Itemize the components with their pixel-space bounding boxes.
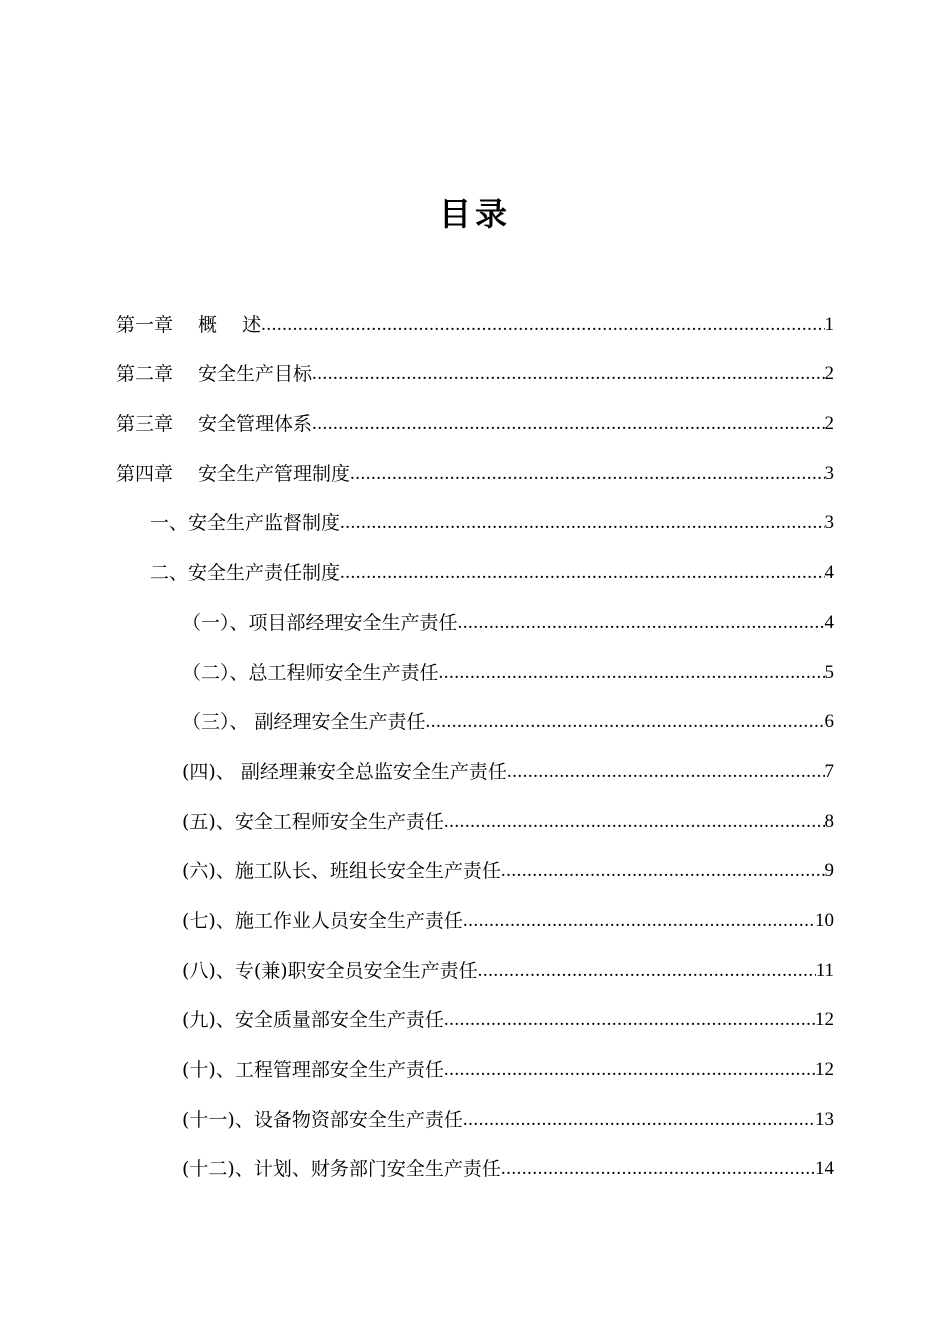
toc-entry[interactable] (0, 1083, 950, 1133)
toc-entry-text: (五)、安全工程师安全生产责任 (182, 810, 444, 833)
toc-entry-text: (七)、施工作业人员安全生产责任 (182, 909, 463, 932)
toc-entry-text: (十)、工程管理部安全生产责任 (182, 1059, 444, 1081)
toc-entry-text: (八)、专(兼)职安全员安全生产责任 (182, 959, 478, 982)
toc-entry-text: 第三章 安全管理体系 (116, 413, 313, 436)
toc-page-number: 1 (824, 313, 834, 335)
toc-dot-leader (312, 361, 824, 387)
toc-page-number: 9 (824, 860, 834, 882)
toc-page-number: 7 (824, 760, 834, 782)
toc-entry-text: 第二章 安全生产目标 (116, 363, 313, 386)
toc-list (0, 288, 950, 1182)
toc-dot-leader (439, 660, 825, 686)
toc-entry[interactable] (0, 785, 950, 835)
toc-page-number: 6 (824, 711, 834, 733)
toc-title: 目录 (438, 195, 511, 233)
toc-entry[interactable] (0, 835, 950, 885)
toc-page-number: 2 (824, 363, 834, 385)
toc-page-number: 12 (815, 1059, 834, 1080)
toc-page-number: 8 (824, 810, 834, 832)
toc-entry[interactable] (0, 686, 950, 736)
toc-entry-text: (四)、 副经理兼安全总监安全生产责任 (182, 760, 507, 783)
toc-entry-text: 第一章 概 述 (116, 313, 262, 336)
toc-entry[interactable] (0, 437, 950, 487)
toc-dot-leader (507, 759, 825, 785)
toc-page-number: 3 (824, 512, 834, 534)
toc-page-number: 3 (824, 462, 834, 484)
toc-entry[interactable] (0, 1033, 950, 1083)
toc-entry-text: （二）、总工程师安全生产责任 (182, 661, 439, 684)
toc-dot-leader (463, 908, 815, 934)
toc-page-number: 5 (824, 661, 834, 683)
toc-dot-leader (340, 510, 824, 536)
toc-dot-leader (444, 1007, 815, 1033)
toc-page-number: 4 (824, 562, 834, 584)
toc-entry-text: (九)、安全质量部安全生产责任 (182, 1009, 444, 1032)
toc-page-number: 12 (815, 1009, 834, 1031)
toc-dot-leader (463, 1107, 815, 1133)
toc-entry[interactable] (0, 338, 950, 388)
toc-entry[interactable] (0, 1133, 950, 1183)
toc-entry[interactable] (0, 387, 950, 437)
toc-dot-leader (350, 461, 824, 487)
toc-entry[interactable] (0, 984, 950, 1034)
toc-entry[interactable] (0, 288, 950, 338)
toc-entry-text: 二、安全生产责任制度 (150, 562, 341, 585)
toc-dot-leader (312, 411, 824, 437)
toc-page-number: 10 (815, 909, 834, 931)
toc-page-number: 13 (815, 1108, 834, 1130)
toc-dot-leader (444, 809, 825, 835)
toc-page-number: 14 (815, 1158, 834, 1180)
toc-page-number: 4 (824, 611, 834, 633)
toc-entry-text: (六)、施工队长、班组长安全生产责任 (182, 860, 501, 883)
toc-entry[interactable] (0, 487, 950, 537)
toc-dot-leader (261, 312, 824, 338)
toc-page-number: 2 (824, 413, 834, 435)
toc-entry-text: 一、安全生产监督制度 (150, 512, 341, 535)
toc-page-number: 11 (815, 959, 834, 981)
toc-entry[interactable] (0, 586, 950, 636)
toc-entry-text: （三）、 副经理安全生产责任 (182, 711, 426, 734)
toc-entry[interactable] (0, 735, 950, 785)
toc-entry[interactable] (0, 934, 950, 984)
toc-entry-text: (十二)、计划、财务部门安全生产责任 (182, 1158, 501, 1181)
toc-entry[interactable] (0, 536, 950, 586)
toc-entry-text: 第四章 安全生产管理制度 (116, 462, 351, 485)
toc-entry-text: （一）、项目部经理安全生产责任 (182, 611, 458, 634)
toc-dot-leader (501, 1156, 815, 1182)
toc-dot-leader (444, 1057, 815, 1083)
toc-dot-leader (458, 610, 825, 636)
toc-dot-leader (340, 560, 824, 586)
toc-dot-leader (426, 709, 825, 735)
toc-entry[interactable] (0, 884, 950, 934)
toc-dot-leader (501, 858, 825, 884)
toc-entry-text: (十一)、设备物资部安全生产责任 (182, 1108, 463, 1131)
toc-dot-leader (478, 958, 816, 984)
toc-entry[interactable] (0, 636, 950, 686)
